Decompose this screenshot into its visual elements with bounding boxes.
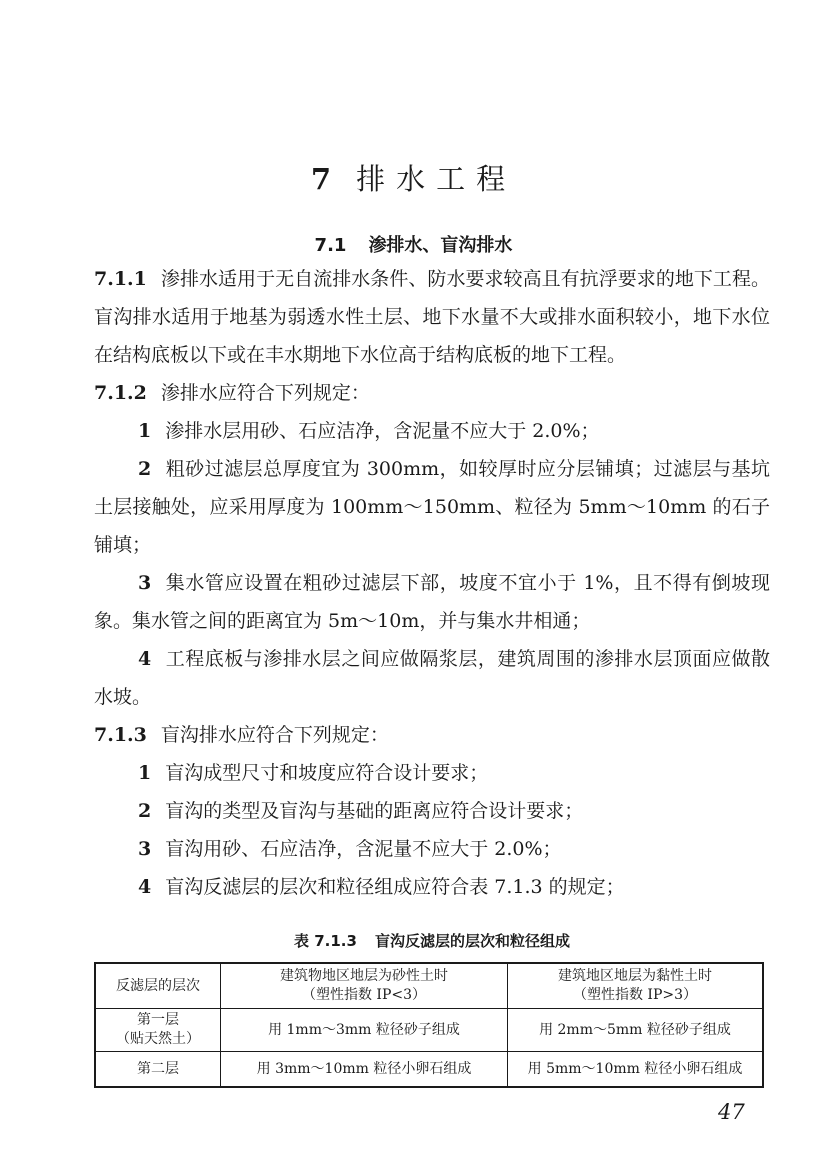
table-cell-clay: 用 5mm～10mm 粒径小卵石组成: [508, 1052, 764, 1088]
table-cell-clay: 用 2mm～5mm 粒径砂子组成: [508, 1009, 764, 1052]
clause-item: [94, 640, 770, 716]
clause-number: 7.1.2: [94, 382, 147, 404]
table-cell-sandy: 用 3mm～10mm 粒径小卵石组成: [221, 1052, 508, 1088]
clause-text: 渗排水适用于无自流排水条件、防水要求较高且有抗浮要求的地下工程。盲沟排水适用于地基为弱透水性土层、地下水量不大或排水面积较小，地下水位在结构底板以下或在丰水期地下水位高于结构底板的地下工程。: [94, 268, 770, 366]
header-text: 建筑物地区地层为砂性土时: [280, 968, 448, 984]
item-text: 集水管应设置在粗砂过滤层下部，坡度不宜小于 1%，且不得有倒坡现象。集水管之间的距离宜为 5m～10m，并与集水井相通；: [94, 572, 770, 632]
chapter-number: 7: [310, 162, 343, 197]
table-caption: [94, 930, 770, 951]
header-text: 建筑地区地层为黏性土时: [558, 968, 712, 984]
item-text: 盲沟反滤层的层次和粒径组成应符合表 7.1.3 的规定；: [165, 876, 625, 898]
layer-name: 第一层: [137, 1012, 179, 1028]
clause-7-1-1: [94, 260, 770, 374]
table-row: [95, 1052, 763, 1088]
clause-7-1-2: [94, 374, 770, 412]
item-text: 粗砂过滤层总厚度宜为 300mm，如较厚时应分层铺填；过滤层与基坑土层接触处，应采用厚度为 100mm～150mm、粒径为 5mm～10mm 的石子铺填；: [94, 458, 770, 556]
table-caption-number: 表 7.1.3: [294, 932, 357, 950]
section-title: [0, 231, 827, 257]
layer-note: （贴天然土）: [116, 1031, 200, 1047]
table-header-row: [95, 963, 763, 1009]
clause-number: 7.1.1: [94, 268, 147, 290]
item-number: 2: [138, 800, 152, 822]
item-text: 渗排水层用砂、石应洁净，含泥量不应大于 2.0%；: [165, 420, 600, 442]
body-text: [94, 260, 770, 906]
layer-name: 第二层: [137, 1060, 179, 1077]
chapter-title: [0, 157, 827, 198]
clause-item: [94, 830, 770, 868]
section-title-text: 渗排水、盲沟排水: [368, 234, 513, 256]
chapter-title-text: 排水工程: [356, 162, 517, 197]
filter-layer-table: [94, 962, 764, 1088]
clause-number: 7.1.3: [94, 724, 147, 746]
item-number: 3: [138, 572, 152, 594]
clause-text: 盲沟排水应符合下列规定：: [160, 724, 389, 746]
item-text: 盲沟成型尺寸和坡度应符合设计要求；: [165, 762, 489, 784]
table-cell-layer: [95, 1052, 221, 1088]
item-text: 盲沟用砂、石应洁净，含泥量不应大于 2.0%；: [165, 838, 562, 860]
header-subtext: （塑性指数 IP>3）: [572, 987, 698, 1003]
clause-item: [94, 792, 770, 830]
item-text: 工程底板与渗排水层之间应做隔浆层，建筑周围的渗排水层顶面应做散水坡。: [94, 648, 770, 708]
item-number: 1: [138, 420, 152, 442]
clause-item: [94, 564, 770, 640]
clause-7-1-3: [94, 716, 770, 754]
header-subtext: （塑性指数 IP<3）: [301, 987, 427, 1003]
item-number: 4: [138, 876, 152, 898]
page-number: 47: [718, 1100, 745, 1124]
table-cell-sandy: 用 1mm～3mm 粒径砂子组成: [221, 1009, 508, 1052]
clause-item: [94, 450, 770, 564]
table-row: [95, 1009, 763, 1052]
header-text: 反滤层的层次: [116, 977, 200, 994]
section-number: 7.1: [314, 234, 347, 256]
table-header-cell: [95, 963, 221, 1009]
clause-text: 渗排水应符合下列规定：: [160, 382, 370, 404]
item-number: 2: [138, 458, 152, 480]
item-number: 3: [138, 838, 152, 860]
clause-item: [94, 754, 770, 792]
table-cell-layer: [95, 1009, 221, 1052]
item-text: 盲沟的类型及盲沟与基础的距离应符合设计要求；: [165, 800, 584, 822]
clause-item: [94, 412, 770, 450]
table-header-cell: [508, 963, 764, 1009]
table-caption-title: 盲沟反滤层的层次和粒径组成: [374, 932, 570, 950]
table-header-cell: [221, 963, 508, 1009]
item-number: 1: [138, 762, 152, 784]
clause-item: [94, 868, 770, 906]
item-number: 4: [138, 648, 152, 670]
